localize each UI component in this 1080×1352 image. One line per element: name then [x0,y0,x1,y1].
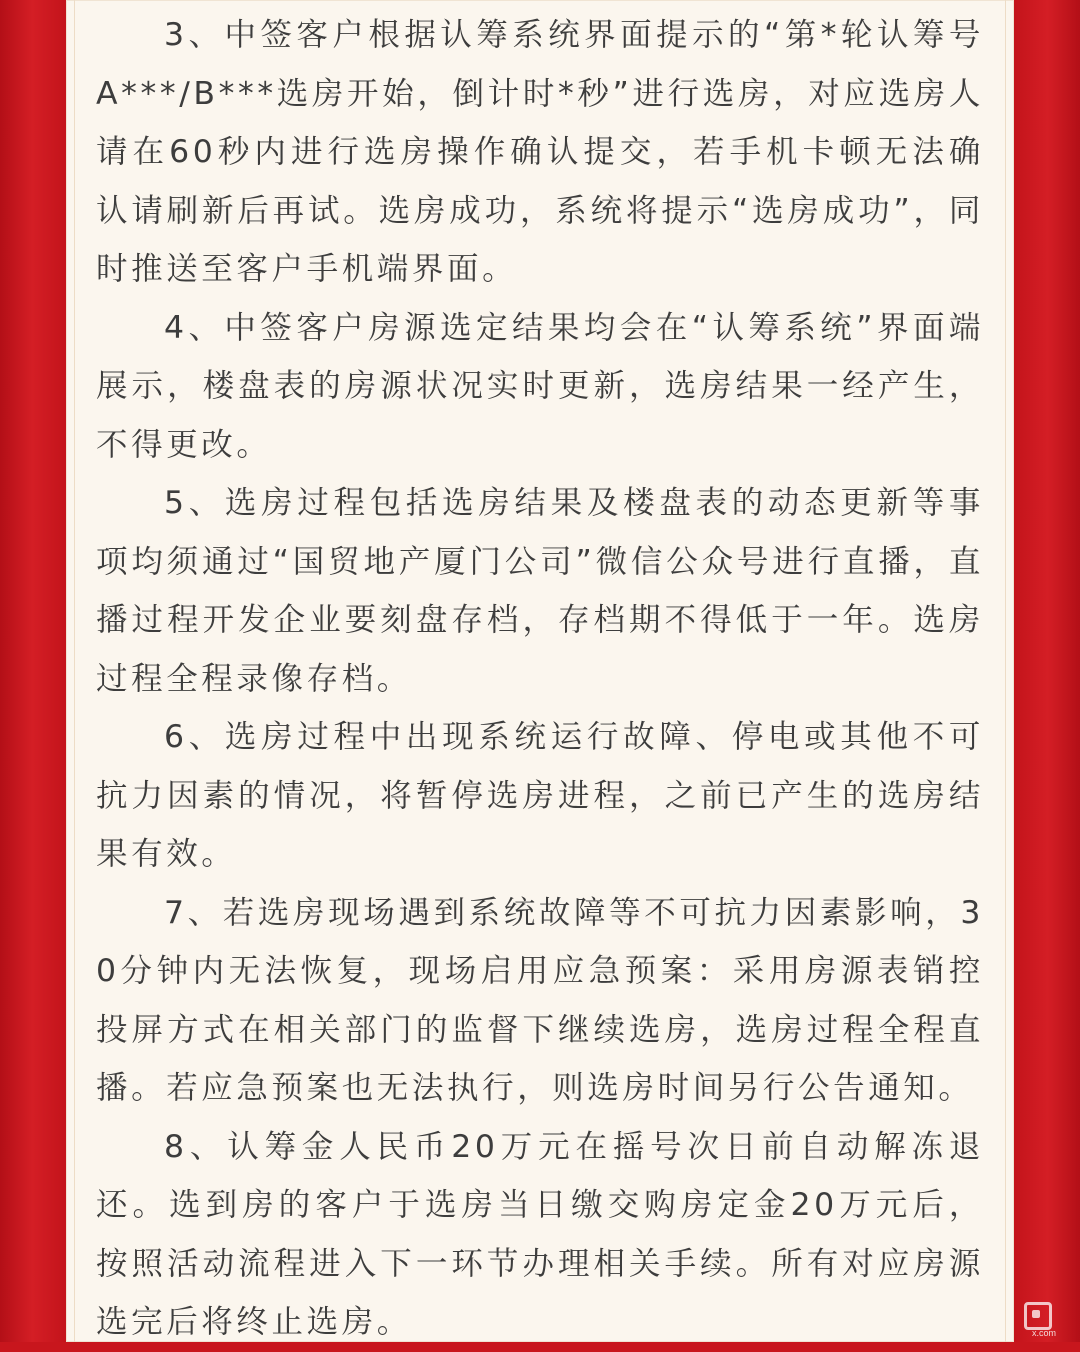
notice-content [96,6,984,1352]
site-logo-icon [1024,1302,1052,1330]
notice-panel [66,0,1014,1342]
site-watermark [1000,1298,1060,1338]
watermark-text: x.com [1031,1328,1056,1338]
rule-paragraph-4: 4、中签客户房源选定结果均会在“认筹系统”界面端展示，楼盘表的房源状况实时更新，选房结果一经产生，不得更改。 [96,309,984,463]
rule-paragraph-8: 8、认筹金人民币20万元在摇号次日前自动解冻退还。选到房的客户于选房当日缴交购房定金20万元后，按照活动流程进入下一环节办理相关手续。所有对应房源选完后将终止选房。 [96,1128,984,1340]
rule-paragraph-7: 7、若选房现场遇到系统故障等不可抗力因素影响，30分钟内无法恢复，现场启用应急预案：采用房源表销控投屏方式在相关部门的监督下继续选房，选房过程全程直播。若应急预案也无法执行，则选房时间另行公告通知。 [96,894,984,1106]
rule-paragraph-5: 5、选房过程包括选房结果及楼盘表的动态更新等事项均须通过“国贸地产厦门公司”微信公众号进行直播，直播过程开发企业要刻盘存档，存档期不得低于一年。选房过程全程录像存档。 [96,485,984,697]
rule-paragraph-6: 6、选房过程中出现系统运行故障、停电或其他不可抗力因素的情况，将暂停选房进程，之前已产生的选房结果有效。 [96,719,984,872]
rule-paragraph-3: 3、中签客户根据认筹系统界面提示的“第*轮认筹号A***/B***选房开始，倒计时*秒”进行选房，对应选房人请在60秒内进行选房操作确认提交，若手机卡顿无法确认请刷新后再试。选房成功，系统将提示“选房成功”，同时推送至客户手机端界面。 [96,17,984,287]
